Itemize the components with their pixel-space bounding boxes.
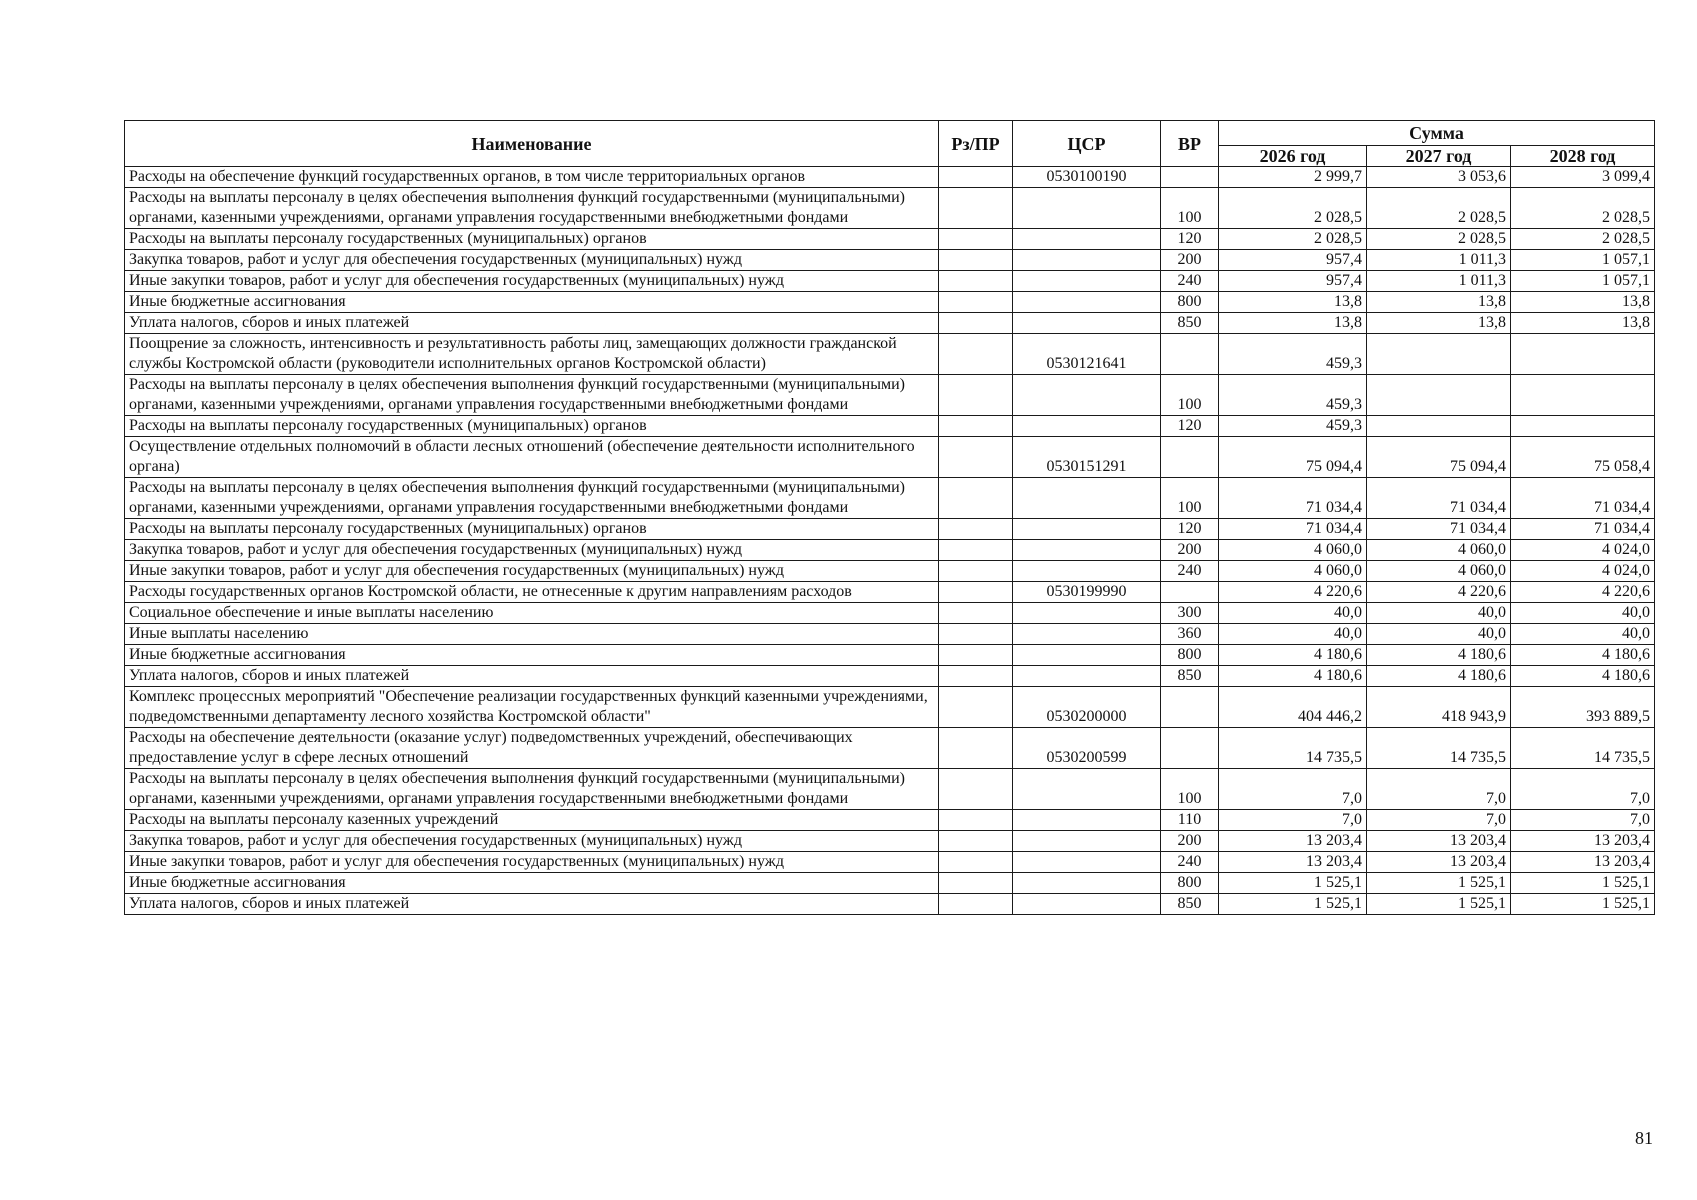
cell-2027: 13 203,4 [1367,831,1511,852]
cell-vr: 240 [1161,852,1219,873]
cell-csr [1013,645,1161,666]
cell-2026: 13 203,4 [1219,831,1367,852]
cell-2027: 40,0 [1367,603,1511,624]
cell-vr [1161,437,1219,478]
cell-2026: 2 028,5 [1219,188,1367,229]
cell-2027 [1367,416,1511,437]
cell-rz-pr [939,519,1013,540]
cell-name: Иные бюджетные ассигнования [125,292,939,313]
cell-2026: 13 203,4 [1219,852,1367,873]
cell-2026: 957,4 [1219,271,1367,292]
cell-csr [1013,188,1161,229]
table-row [125,769,1655,810]
cell-2028: 7,0 [1511,769,1655,810]
cell-2027: 7,0 [1367,769,1511,810]
cell-vr [1161,582,1219,603]
cell-csr: 0530151291 [1013,437,1161,478]
cell-vr: 200 [1161,831,1219,852]
cell-name: Иные бюджетные ассигнования [125,645,939,666]
cell-2028: 393 889,5 [1511,687,1655,728]
cell-rz-pr [939,250,1013,271]
cell-2026: 4 180,6 [1219,666,1367,687]
cell-csr [1013,478,1161,519]
cell-csr [1013,416,1161,437]
table-row [125,416,1655,437]
cell-csr [1013,540,1161,561]
cell-2026: 1 525,1 [1219,894,1367,915]
cell-2027: 4 220,6 [1367,582,1511,603]
cell-vr: 850 [1161,313,1219,334]
cell-name: Комплекс процессных мероприятий "Обеспечение реализации государственных функций казенными учреждениями, подведомственными департаменту лесного хозяйства Костромской области" [125,687,939,728]
table-row [125,624,1655,645]
cell-vr: 100 [1161,478,1219,519]
cell-name: Расходы на обеспечение деятельности (оказание услуг) подведомственных учреждений, обеспечивающих предоставление услуг в сфере лесных отношений [125,728,939,769]
cell-2027: 40,0 [1367,624,1511,645]
cell-2028: 2 028,5 [1511,229,1655,250]
header-year-2028: 2028 год [1511,146,1655,167]
page-number: 81 [1635,1128,1653,1148]
cell-2027: 4 180,6 [1367,645,1511,666]
table-row [125,250,1655,271]
table-row [125,645,1655,666]
cell-2026: 13,8 [1219,313,1367,334]
cell-csr: 0530200599 [1013,728,1161,769]
cell-2028: 1 057,1 [1511,271,1655,292]
table-row [125,334,1655,375]
cell-name: Расходы на выплаты персоналу государственных (муниципальных) органов [125,519,939,540]
table-row [125,188,1655,229]
cell-rz-pr [939,167,1013,188]
cell-2027: 13 203,4 [1367,852,1511,873]
cell-csr [1013,313,1161,334]
cell-2028: 13 203,4 [1511,852,1655,873]
cell-vr: 100 [1161,375,1219,416]
table-row [125,852,1655,873]
cell-2028: 1 525,1 [1511,873,1655,894]
table-header [125,121,1655,167]
cell-2026: 1 525,1 [1219,873,1367,894]
cell-rz-pr [939,645,1013,666]
cell-name: Расходы на выплаты персоналу в целях обеспечения выполнения функций государственными (муниципальными) органами, казенными учреждениями, органами управления государственными внебюджетными фондами [125,375,939,416]
cell-name: Расходы на выплаты персоналу в целях обеспечения выполнения функций государственными (муниципальными) органами, казенными учреждениями, органами управления государственными внебюджетными фондами [125,769,939,810]
cell-2028: 4 220,6 [1511,582,1655,603]
cell-2026: 4 220,6 [1219,582,1367,603]
cell-csr: 0530100190 [1013,167,1161,188]
cell-rz-pr [939,810,1013,831]
cell-2027: 14 735,5 [1367,728,1511,769]
cell-2028: 40,0 [1511,624,1655,645]
cell-2028 [1511,416,1655,437]
cell-rz-pr [939,313,1013,334]
cell-2027: 2 028,5 [1367,188,1511,229]
cell-vr: 300 [1161,603,1219,624]
cell-name: Иные выплаты населению [125,624,939,645]
cell-name: Уплата налогов, сборов и иных платежей [125,313,939,334]
cell-vr: 850 [1161,894,1219,915]
table-row [125,687,1655,728]
cell-csr [1013,229,1161,250]
cell-2028: 14 735,5 [1511,728,1655,769]
cell-rz-pr [939,437,1013,478]
cell-vr: 240 [1161,561,1219,582]
cell-name: Расходы на выплаты персоналу в целях обеспечения выполнения функций государственными (муниципальными) органами, казенными учреждениями, органами управления государственными внебюджетными фондами [125,478,939,519]
cell-2028 [1511,334,1655,375]
table-row [125,292,1655,313]
cell-rz-pr [939,416,1013,437]
cell-2028: 2 028,5 [1511,188,1655,229]
cell-rz-pr [939,334,1013,375]
cell-vr: 110 [1161,810,1219,831]
cell-2027 [1367,375,1511,416]
cell-2027: 7,0 [1367,810,1511,831]
cell-csr [1013,292,1161,313]
cell-vr: 120 [1161,519,1219,540]
cell-csr [1013,666,1161,687]
cell-rz-pr [939,229,1013,250]
cell-csr: 0530121641 [1013,334,1161,375]
cell-name: Иные закупки товаров, работ и услуг для обеспечения государственных (муниципальных) нужд [125,561,939,582]
cell-2027: 71 034,4 [1367,519,1511,540]
table-body [125,167,1655,915]
table-row [125,831,1655,852]
cell-rz-pr [939,666,1013,687]
cell-rz-pr [939,894,1013,915]
cell-2026: 71 034,4 [1219,478,1367,519]
cell-2027: 3 053,6 [1367,167,1511,188]
cell-2027: 4 060,0 [1367,540,1511,561]
cell-csr [1013,624,1161,645]
table-row [125,873,1655,894]
cell-csr [1013,852,1161,873]
cell-2028: 13 203,4 [1511,831,1655,852]
cell-2027: 1 011,3 [1367,250,1511,271]
cell-2027: 13,8 [1367,292,1511,313]
cell-vr: 800 [1161,645,1219,666]
cell-2027: 75 094,4 [1367,437,1511,478]
cell-name: Уплата налогов, сборов и иных платежей [125,894,939,915]
cell-rz-pr [939,582,1013,603]
cell-name: Иные бюджетные ассигнования [125,873,939,894]
cell-2026: 459,3 [1219,375,1367,416]
cell-2026: 40,0 [1219,624,1367,645]
cell-rz-pr [939,292,1013,313]
cell-vr [1161,728,1219,769]
cell-2026: 71 034,4 [1219,519,1367,540]
cell-csr [1013,519,1161,540]
cell-name: Расходы на выплаты персоналу в целях обеспечения выполнения функций государственными (муниципальными) органами, казенными учреждениями, органами управления государственными внебюджетными фондами [125,188,939,229]
table-row [125,271,1655,292]
cell-rz-pr [939,603,1013,624]
header-csr: ЦСР [1013,121,1161,167]
cell-name: Расходы на обеспечение функций государственных органов, в том числе территориальных органов [125,167,939,188]
cell-2028: 4 024,0 [1511,561,1655,582]
header-vr: ВР [1161,121,1219,167]
cell-2028: 1 525,1 [1511,894,1655,915]
cell-name: Закупка товаров, работ и услуг для обеспечения государственных (муниципальных) нужд [125,831,939,852]
cell-name: Закупка товаров, работ и услуг для обеспечения государственных (муниципальных) нужд [125,250,939,271]
cell-2027: 418 943,9 [1367,687,1511,728]
cell-rz-pr [939,852,1013,873]
cell-name: Социальное обеспечение и иные выплаты населению [125,603,939,624]
cell-csr [1013,375,1161,416]
cell-2027: 4 060,0 [1367,561,1511,582]
cell-2027: 13,8 [1367,313,1511,334]
cell-2028: 71 034,4 [1511,519,1655,540]
cell-2028 [1511,375,1655,416]
cell-2028: 13,8 [1511,313,1655,334]
header-name: Наименование [125,121,939,167]
table-row [125,167,1655,188]
cell-2027: 2 028,5 [1367,229,1511,250]
cell-2027 [1367,334,1511,375]
cell-rz-pr [939,540,1013,561]
cell-2026: 4 060,0 [1219,561,1367,582]
cell-2028: 4 180,6 [1511,645,1655,666]
cell-name: Осуществление отдельных полномочий в области лесных отношений (обеспечение деятельности исполнительного органа) [125,437,939,478]
cell-2026: 2 028,5 [1219,229,1367,250]
cell-rz-pr [939,271,1013,292]
cell-vr: 100 [1161,188,1219,229]
header-year-2027: 2027 год [1367,146,1511,167]
table-row [125,519,1655,540]
table-row [125,561,1655,582]
cell-csr [1013,769,1161,810]
cell-rz-pr [939,873,1013,894]
cell-csr [1013,271,1161,292]
cell-2028: 13,8 [1511,292,1655,313]
cell-2028: 1 057,1 [1511,250,1655,271]
cell-name: Иные закупки товаров, работ и услуг для обеспечения государственных (муниципальных) нужд [125,271,939,292]
cell-2028: 7,0 [1511,810,1655,831]
cell-rz-pr [939,561,1013,582]
cell-2028: 4 024,0 [1511,540,1655,561]
table-row [125,666,1655,687]
header-year-2026: 2026 год [1219,146,1367,167]
table-row [125,603,1655,624]
cell-csr [1013,873,1161,894]
cell-vr: 850 [1161,666,1219,687]
cell-vr: 800 [1161,873,1219,894]
cell-rz-pr [939,624,1013,645]
table-row [125,437,1655,478]
cell-rz-pr [939,831,1013,852]
cell-2026: 4 060,0 [1219,540,1367,561]
cell-vr: 120 [1161,416,1219,437]
cell-vr: 100 [1161,769,1219,810]
cell-csr: 0530199990 [1013,582,1161,603]
header-rz-pr: Рз/ПР [939,121,1013,167]
cell-2026: 4 180,6 [1219,645,1367,666]
cell-2026: 7,0 [1219,769,1367,810]
cell-2026: 13,8 [1219,292,1367,313]
cell-vr: 800 [1161,292,1219,313]
table-row [125,540,1655,561]
cell-2028: 4 180,6 [1511,666,1655,687]
cell-csr [1013,561,1161,582]
cell-rz-pr [939,769,1013,810]
cell-2027: 1 525,1 [1367,894,1511,915]
table-row [125,582,1655,603]
table-row [125,728,1655,769]
cell-2027: 1 525,1 [1367,873,1511,894]
cell-vr [1161,167,1219,188]
cell-2027: 71 034,4 [1367,478,1511,519]
cell-rz-pr [939,188,1013,229]
cell-vr: 200 [1161,250,1219,271]
header-sum: Сумма [1219,121,1655,146]
cell-rz-pr [939,687,1013,728]
cell-rz-pr [939,375,1013,416]
cell-2026: 40,0 [1219,603,1367,624]
cell-2027: 4 180,6 [1367,666,1511,687]
cell-2027: 1 011,3 [1367,271,1511,292]
table-row [125,229,1655,250]
cell-csr: 0530200000 [1013,687,1161,728]
cell-2028: 71 034,4 [1511,478,1655,519]
cell-vr [1161,334,1219,375]
table-row [125,313,1655,334]
cell-name: Поощрение за сложность, интенсивность и результативность работы лиц, замещающих должности гражданской службы Костромской области (руководители исполнительных органов Костромской области) [125,334,939,375]
cell-2026: 2 999,7 [1219,167,1367,188]
cell-2028: 40,0 [1511,603,1655,624]
cell-vr [1161,687,1219,728]
cell-vr: 360 [1161,624,1219,645]
cell-name: Расходы на выплаты персоналу государственных (муниципальных) органов [125,229,939,250]
cell-csr [1013,603,1161,624]
cell-2026: 957,4 [1219,250,1367,271]
budget-table [124,120,1655,915]
cell-2028: 3 099,4 [1511,167,1655,188]
cell-name: Расходы государственных органов Костромской области, не отнесенные к другим направлениям расходов [125,582,939,603]
cell-2026: 75 094,4 [1219,437,1367,478]
cell-vr: 120 [1161,229,1219,250]
cell-csr [1013,831,1161,852]
cell-name: Расходы на выплаты персоналу государственных (муниципальных) органов [125,416,939,437]
cell-2026: 459,3 [1219,334,1367,375]
table-row [125,478,1655,519]
cell-2026: 7,0 [1219,810,1367,831]
cell-csr [1013,894,1161,915]
cell-name: Уплата налогов, сборов и иных платежей [125,666,939,687]
cell-vr: 240 [1161,271,1219,292]
cell-vr: 200 [1161,540,1219,561]
cell-2028: 75 058,4 [1511,437,1655,478]
cell-rz-pr [939,478,1013,519]
cell-name: Иные закупки товаров, работ и услуг для обеспечения государственных (муниципальных) нужд [125,852,939,873]
cell-name: Расходы на выплаты персоналу казенных учреждений [125,810,939,831]
cell-csr [1013,810,1161,831]
table-row [125,810,1655,831]
cell-2026: 459,3 [1219,416,1367,437]
table-row [125,375,1655,416]
cell-csr [1013,250,1161,271]
cell-2026: 404 446,2 [1219,687,1367,728]
cell-name: Закупка товаров, работ и услуг для обеспечения государственных (муниципальных) нужд [125,540,939,561]
cell-2026: 14 735,5 [1219,728,1367,769]
table-row [125,894,1655,915]
cell-rz-pr [939,728,1013,769]
